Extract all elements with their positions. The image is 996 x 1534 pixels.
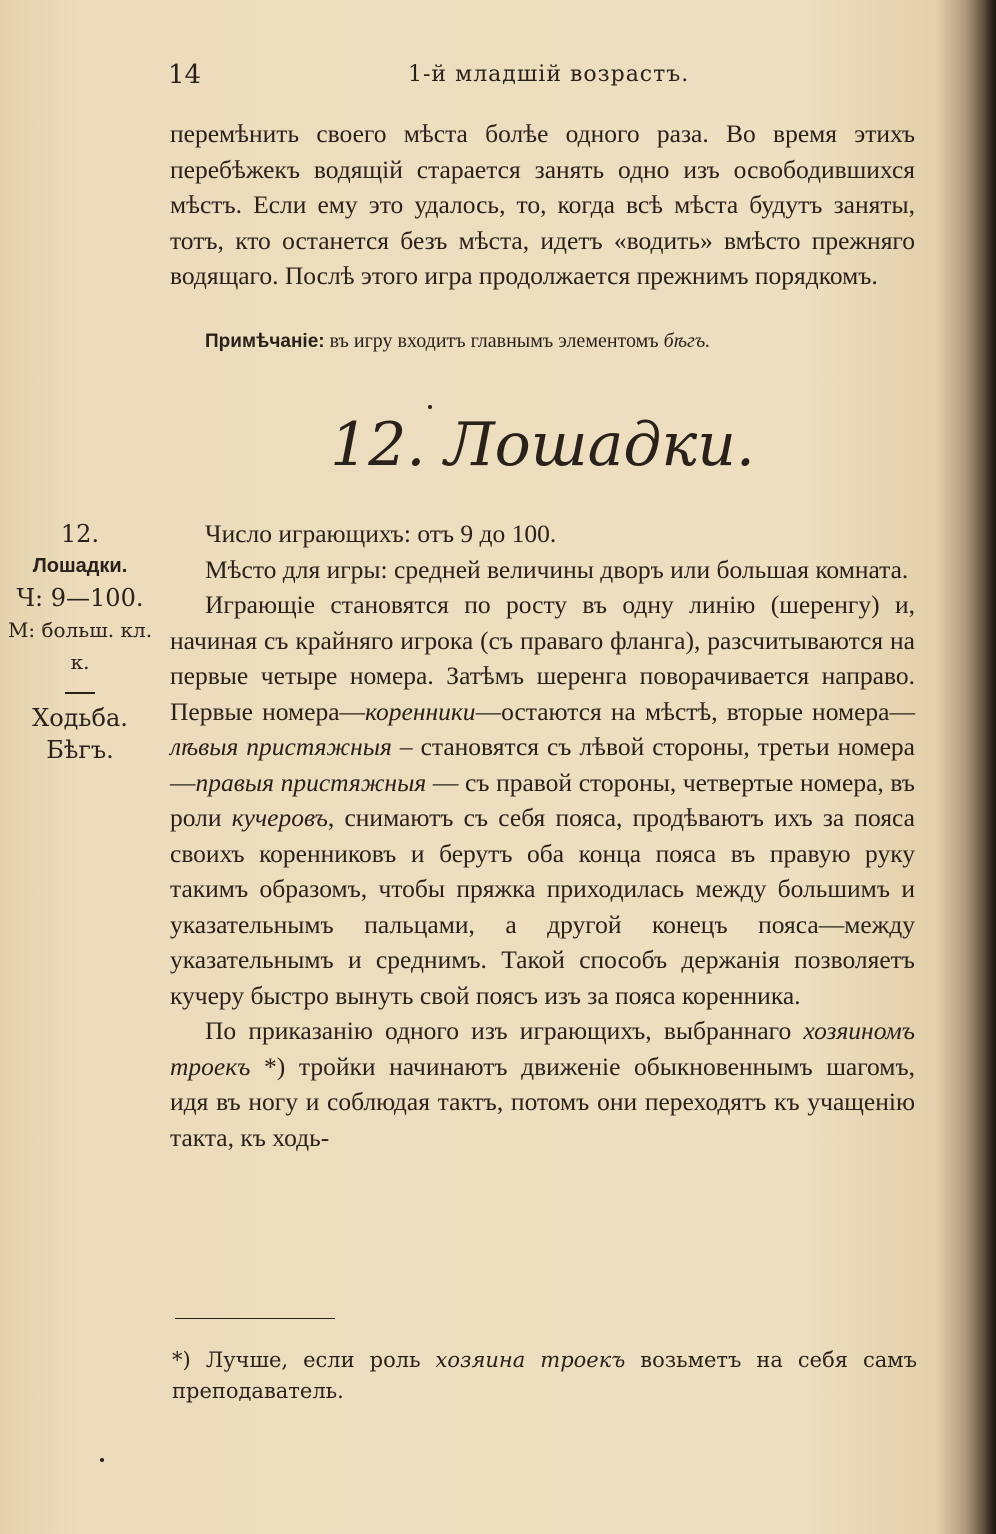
players-line: Число играющихъ: отъ 9 до 100. xyxy=(205,519,557,548)
place-line: Мѣсто для игры: средней величины дворъ или большая комната. xyxy=(205,554,909,584)
footnote: *) Лучше, если роль хозяина троекъ возьметъ на себя самъ преподаватель. xyxy=(172,1348,917,1403)
page-header xyxy=(168,60,913,100)
note-label: Примѣчаніе: xyxy=(205,331,325,352)
footnote-rule xyxy=(175,1318,335,1319)
note-emphasis: бѣгъ. xyxy=(663,330,711,352)
ink-speck xyxy=(100,1458,104,1462)
margin-sidebar xyxy=(0,518,160,766)
paragraph-1: Играющіе становятся по росту въ одну линію (шеренгу) и, начиная съ крайняго игрока (съ праваго фланга), разсчитываются на первые четыре номера. Затѣмъ шеренга поворачивается направо. Первые номера—коренники—остаются на мѣстѣ, вторые номера—лѣвыя пристяжныя – становятся съ лѣвой стороны, третьи номера—правыя пристяжныя — съ правой стороны, четвертые номера, въ роли кучеровъ, снимаютъ съ себя пояса, продѣваютъ ихъ за пояса своихъ коренниковъ и берутъ оба конца пояса въ правую руку такимъ образомъ, чтобы пряжка приходилась между большимъ и указательнымъ пальцами, а другой конецъ пояса—между указательнымъ и среднимъ. Такой способъ держанія позволяетъ кучеру быстро вынуть свой поясъ изъ за пояса коренника. xyxy=(170,590,915,1010)
sidebar-divider xyxy=(65,692,95,694)
note xyxy=(205,330,915,353)
sidebar-activity-walk: Ходьба. xyxy=(32,704,128,732)
section-title: 12. Лошадки. xyxy=(330,410,755,480)
game-description xyxy=(170,516,915,1155)
sidebar-activity-run: Бѣгъ. xyxy=(46,736,114,764)
sidebar-name: Лошадки. xyxy=(32,555,128,577)
ink-speck xyxy=(428,405,432,409)
sidebar-place: М: больш. кл. к. xyxy=(7,618,153,674)
continued-paragraph: перемѣнить своего мѣста болѣе одного раза. Во время этихъ перебѣжекъ водящій старается занять одно изъ освободившихся мѣстъ. Если ему это удалось, то, когда всѣ мѣста будутъ заняты, тотъ, кто останется безъ мѣста, идетъ «водить» вмѣсто прежняго водящаго. Послѣ этого игра продолжается прежнимъ порядкомъ. xyxy=(170,119,915,290)
sidebar-number: 12. xyxy=(60,520,100,548)
spine-shadow xyxy=(966,0,996,1534)
page-number: 14 xyxy=(168,60,202,90)
sidebar-players: Ч: 9—100. xyxy=(16,584,144,612)
paragraph-2: По приказанію одного изъ играющихъ, выбраннаго хозяиномъ троекъ *) тройки начинаютъ движеніе обыкновеннымъ шагомъ, идя въ ногу и соблюдая тактъ, потомъ они переходятъ къ учащенію такта, къ ходь- xyxy=(170,1016,915,1152)
running-title: 1-й младшій возрастъ. xyxy=(408,62,690,87)
note-text: въ игру входитъ главнымъ элементомъ xyxy=(329,330,659,352)
